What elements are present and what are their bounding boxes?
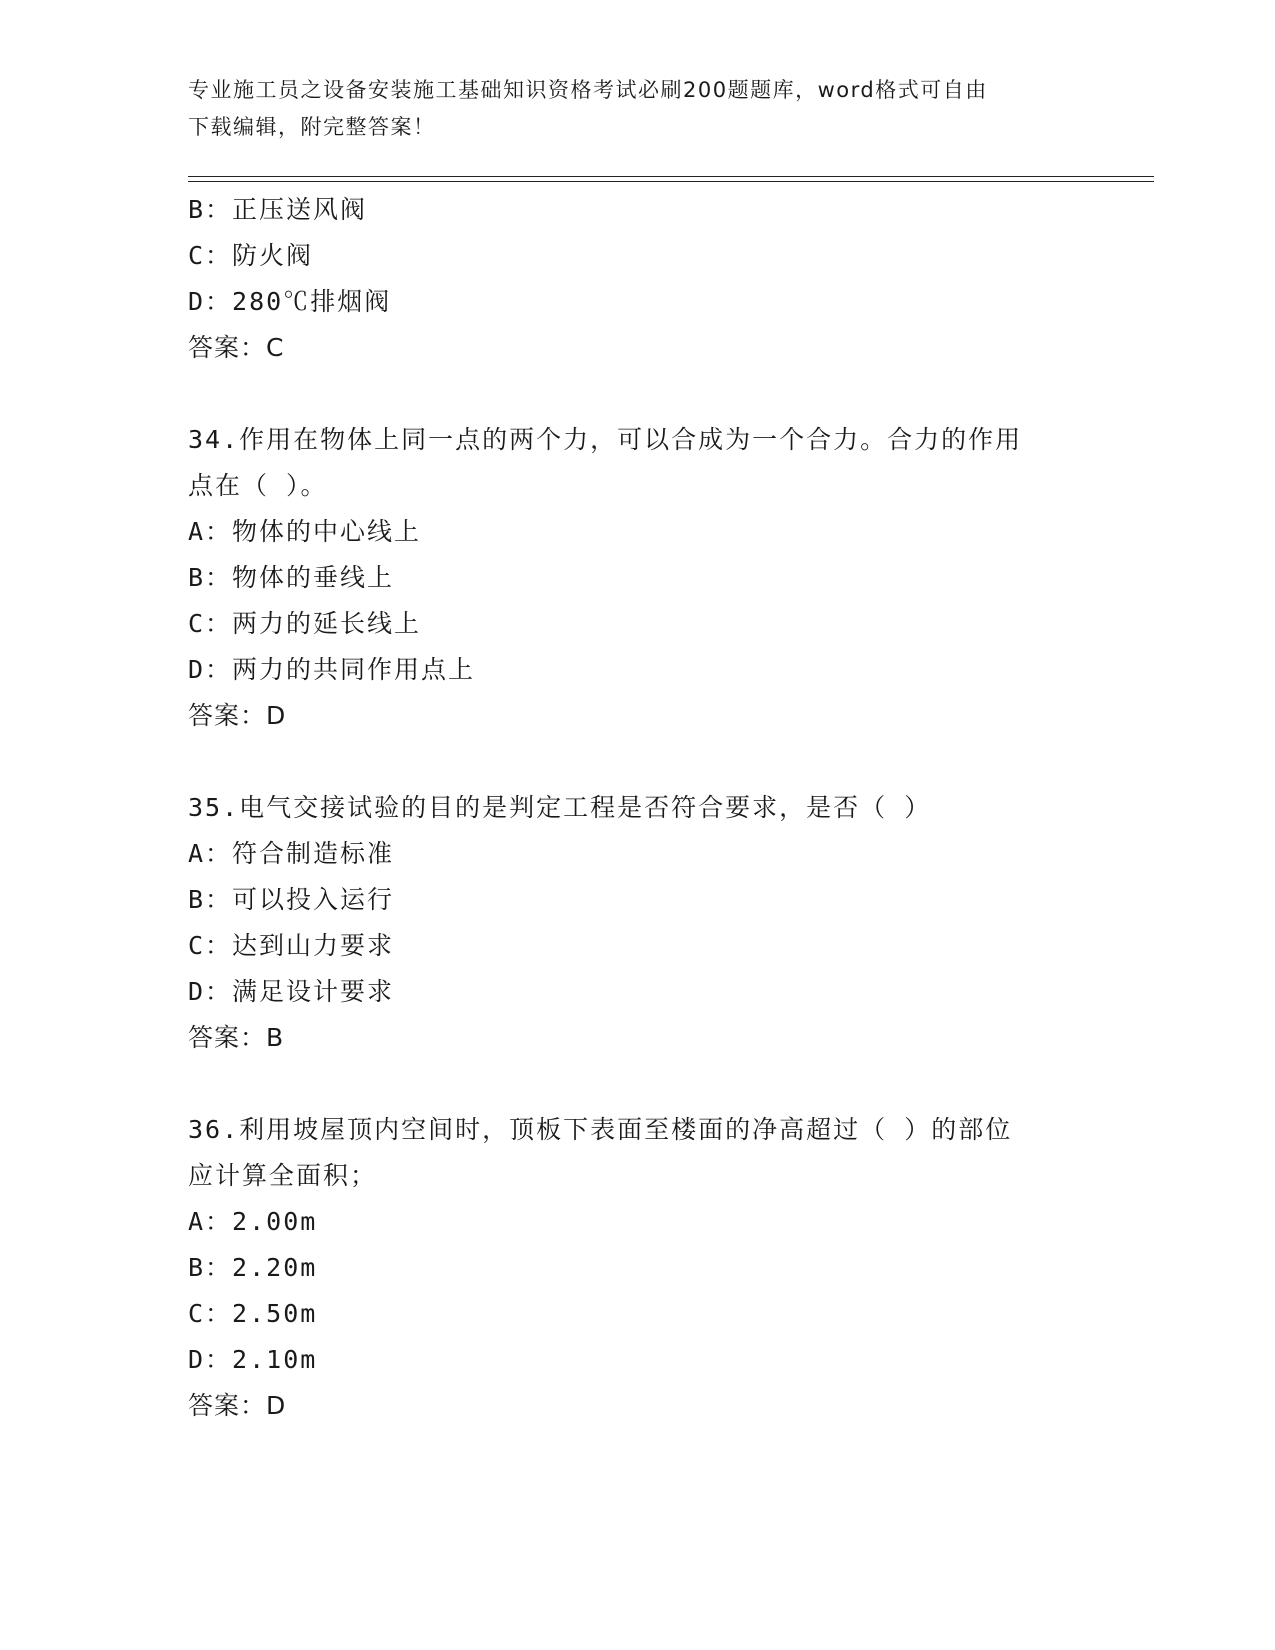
question-35	[188, 785, 1088, 1061]
question-text-line: 应计算全面积；	[188, 1161, 378, 1190]
answer-line: 答案：B	[188, 1023, 285, 1052]
answer-line: 答案：C	[188, 333, 285, 362]
option-d: D：2.10m	[188, 1345, 318, 1374]
option-d: D：满足设计要求	[188, 977, 395, 1006]
answer-line: 答案：D	[188, 701, 287, 730]
option-a: A：2.00m	[188, 1207, 318, 1236]
document-body	[188, 187, 1088, 1429]
option-b: B：正压送风阀	[188, 195, 368, 224]
header-line-2: 下载编辑，附完整答案！	[188, 115, 436, 139]
option-a: A：物体的中心线上	[188, 517, 422, 546]
header-divider-bottom	[188, 181, 1154, 182]
option-c: C：2.50m	[188, 1299, 318, 1328]
question-33-continued	[188, 187, 1088, 371]
option-d: D：280℃排烟阀	[188, 287, 392, 316]
option-c: C：防火阀	[188, 241, 314, 270]
question-34	[188, 417, 1088, 739]
question-36	[188, 1107, 1088, 1429]
header-divider-top	[188, 176, 1154, 177]
question-text-line: 35.电气交接试验的目的是判定工程是否符合要求，是否（ ）	[188, 793, 932, 822]
option-b: B：2.20m	[188, 1253, 318, 1282]
option-b: B：物体的垂线上	[188, 563, 395, 592]
question-text-line: 点在（ ）。	[188, 471, 328, 500]
option-c: C：两力的延长线上	[188, 609, 422, 638]
option-a: A：符合制造标准	[188, 839, 395, 868]
answer-line: 答案：D	[188, 1391, 287, 1420]
option-b: B：可以投入运行	[188, 885, 395, 914]
question-text-line: 36.利用坡屋顶内空间时，顶板下表面至楼面的净高超过（ ）的部位	[188, 1115, 1013, 1144]
option-c: C：达到山力要求	[188, 931, 395, 960]
header-line-1: 专业施工员之设备安装施工基础知识资格考试必刷200题题库，word格式可自由	[188, 78, 988, 102]
document-header	[188, 72, 1068, 146]
option-d: D：两力的共同作用点上	[188, 655, 476, 684]
question-text-line: 34.作用在物体上同一点的两个力，可以合成为一个合力。合力的作用	[188, 425, 1023, 454]
